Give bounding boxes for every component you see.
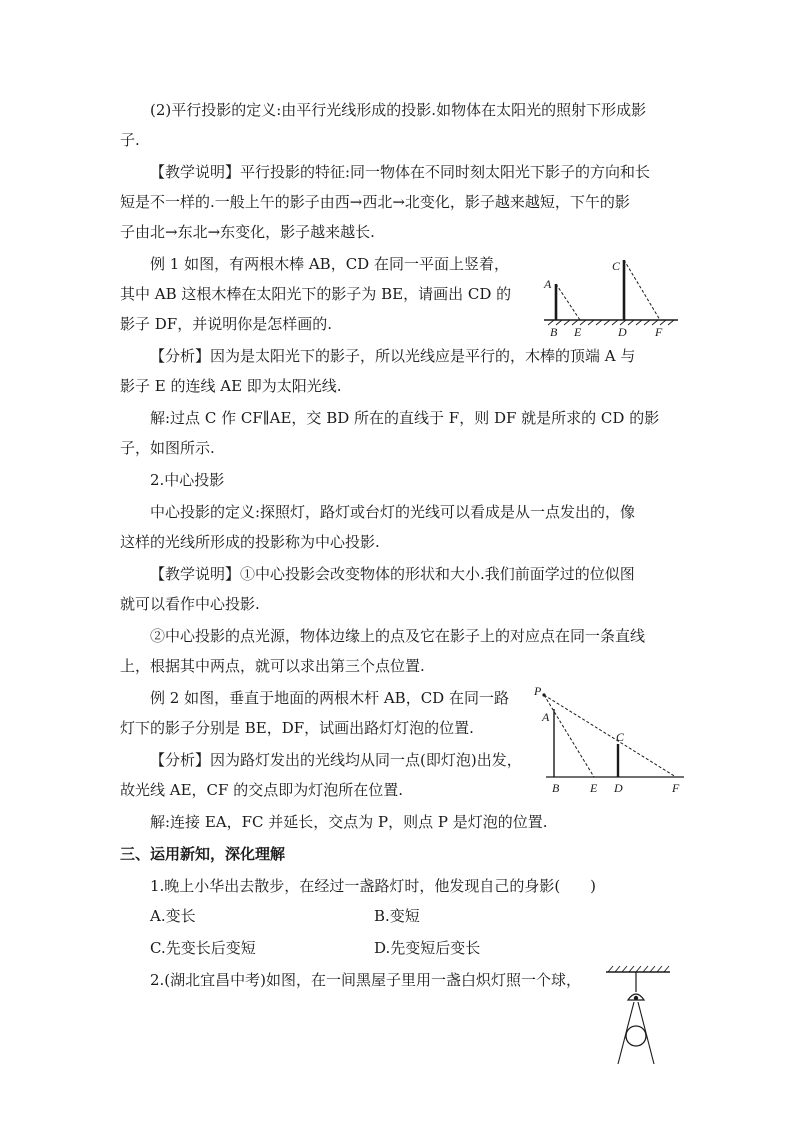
q1-option-a: A.变长 — [150, 907, 196, 925]
lamp-point-p — [542, 693, 545, 696]
label-f: F — [655, 325, 663, 339]
q1-option-b: B.变短 — [374, 907, 420, 925]
label-a: A — [544, 277, 552, 291]
teaching-note1-line-1: 【教学说明】平行投影的特征:同一物体在不同时刻太阳光下影子的方向和长 — [150, 163, 651, 181]
label-d: D — [618, 325, 627, 339]
light-ray-pf — [544, 695, 676, 777]
central-def-line-2: 这样的光线所形成的投影称为中心投影. — [120, 533, 380, 551]
figure1-diagram — [538, 252, 688, 352]
question1: 1.晚上小华出去散步，在经过一盏路灯时，他发现自己的身影( ) — [150, 877, 597, 895]
teaching-note2-line-2: 就可以看作中心投影. — [120, 595, 260, 613]
analysis2-line-2: 故光线 AE，CF 的交点即为灯泡所在位置. — [120, 781, 403, 799]
light-ray-pe — [544, 695, 594, 777]
q1-option-c: C.先变长后变短 — [150, 939, 256, 957]
teaching-note2-line-1: 【教学说明】①中心投影会改变物体的形状和大小.我们前面学过的位似图 — [150, 565, 635, 583]
question2: 2.(湖北宜昌中考)如图，在一间黑屋子里用一盏白炽灯照一个球， — [150, 971, 582, 989]
example1-line-2: 其中 AB 这根木棒在太阳光下的影子为 BE，请画出 CD 的 — [120, 285, 512, 303]
solution1-line-2: 子，如图所示. — [120, 439, 215, 457]
solution1-line-1: 解:过点 C 作 CF∥AE，交 BD 所在的直线于 F，则 DF 就是所求的 CD 的影 — [150, 409, 660, 427]
parallel-def-line-2: 子. — [120, 131, 140, 149]
analysis2-line-1: 【分析】因为路灯发出的光线均从同一点(即灯泡)出发， — [150, 751, 522, 769]
example2-line-1: 例 2 如图，垂直于地面的两根木杆 AB，CD 在同一路 — [150, 689, 509, 707]
label-p: P — [534, 684, 542, 698]
central-title: 2.中心投影 — [150, 471, 225, 489]
label-c: C — [616, 730, 625, 744]
teaching-note1-line-3: 子由北→东北→东变化，影子越来越长. — [120, 223, 375, 241]
example1-line-3: 影子 DF，并说明你是怎样画的. — [120, 315, 332, 333]
ball — [626, 1026, 646, 1046]
label-b: B — [552, 781, 560, 795]
figure2-diagram — [530, 683, 690, 798]
sunray-cf — [624, 260, 660, 320]
label-d: D — [614, 781, 623, 795]
analysis1-line-2: 影子 E 的连线 AE 即为太阳光线. — [120, 377, 342, 395]
label-e: E — [590, 781, 598, 795]
label-b: B — [550, 325, 558, 339]
q1-option-d: D.先变短后变长 — [374, 939, 481, 957]
lamp-bulb — [634, 996, 638, 1000]
central-def-line-1: 中心投影的定义:探照灯，路灯或台灯的光线可以看成是从一点发出的，像 — [150, 503, 636, 521]
label-a: A — [542, 710, 550, 724]
example1-line-1: 例 1 如图，有两根木棒 AB，CD 在同一平面上竖着， — [150, 255, 509, 273]
sunray-ae — [556, 284, 580, 320]
point-light-line-1: ②中心投影的点光源，物体边缘上的点及它在影子上的对应点在同一条直线 — [150, 627, 646, 645]
point-light-line-2: 上，根据其中两点，就可以求出第三个点位置. — [120, 657, 425, 675]
ceiling-hatch — [608, 966, 669, 972]
label-c: C — [612, 259, 621, 273]
teaching-note1-line-2: 短是不一样的.一般上午的影子由西→西北→北变化，影子越来越短，下午的影 — [120, 193, 630, 211]
section3-heading: 三、运用新知，深化理解 — [120, 845, 286, 863]
figure3-lamp-ball — [598, 962, 678, 1072]
analysis1-line-1: 【分析】因为是太阳光下的影子，所以光线应是平行的，木棒的顶端 A 与 — [150, 347, 636, 365]
solution2-line: 解:连接 EA，FC 并延长，交点为 P，则点 P 是灯泡的位置. — [150, 813, 548, 831]
parallel-def-line-1: (2)平行投影的定义:由平行光线形成的投影.如物体在太阳光的照射下形成影 — [150, 101, 647, 119]
example2-line-2: 灯下的影子分别是 BE，DF，试画出路灯灯泡的位置. — [120, 719, 474, 737]
label-e: E — [574, 325, 582, 339]
label-f: F — [672, 781, 680, 795]
